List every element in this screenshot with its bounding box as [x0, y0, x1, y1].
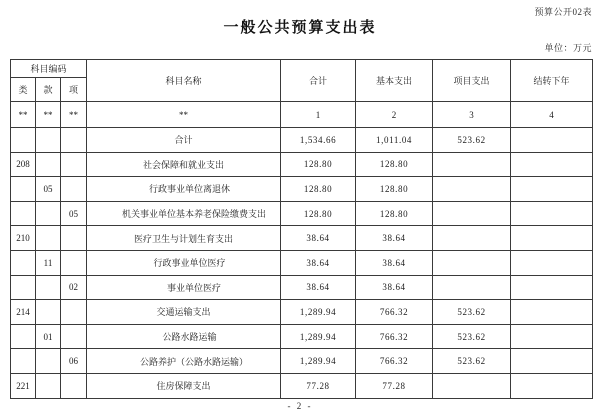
total-cell: 38.64 — [281, 275, 356, 300]
total-cell: 1,534.66 — [281, 128, 356, 153]
code-section-cell — [36, 201, 61, 226]
page-title: 一般公共预算支出表 — [223, 20, 377, 36]
code-class-cell: 214 — [11, 300, 36, 325]
subject-name-cell: 机关事业单位基本养老保险缴费支出 — [87, 201, 281, 226]
basic-cell: 77.28 — [356, 373, 433, 398]
code-class-cell — [11, 250, 36, 275]
basic-cell: 38.64 — [356, 226, 433, 251]
code-section-cell — [36, 152, 61, 177]
basic-cell: 766.32 — [356, 349, 433, 374]
project-cell: 523.62 — [433, 324, 511, 349]
project-cell — [433, 226, 511, 251]
project-cell — [433, 250, 511, 275]
header-code-item: 项 — [61, 78, 87, 102]
header-code-section: 款 — [36, 78, 61, 102]
project-cell — [433, 373, 511, 398]
header-code-group: 科目编码 — [11, 60, 87, 78]
table-row — [11, 177, 593, 202]
code-item-cell: 02 — [61, 275, 87, 300]
table-body — [11, 128, 593, 399]
carryover-cell — [511, 275, 593, 300]
project-cell — [433, 152, 511, 177]
total-cell: 1,289.94 — [281, 349, 356, 374]
basic-cell: 38.64 — [356, 275, 433, 300]
basic-cell: 128.80 — [356, 177, 433, 202]
total-cell: 1,289.94 — [281, 300, 356, 325]
code-section-cell — [36, 275, 61, 300]
total-cell: 128.80 — [281, 152, 356, 177]
basic-cell: 128.80 — [356, 152, 433, 177]
table-row — [11, 201, 593, 226]
subject-name-cell: 行政事业单位医疗 — [87, 250, 281, 275]
code-class-cell: 208 — [11, 152, 36, 177]
code-item-cell — [61, 152, 87, 177]
project-cell — [433, 275, 511, 300]
code-section-cell — [36, 128, 61, 153]
basic-cell: 38.64 — [356, 250, 433, 275]
header-total: 合计 — [281, 60, 356, 102]
carryover-cell — [511, 152, 593, 177]
code-item-cell — [61, 324, 87, 349]
subject-name-cell: 住房保障支出 — [87, 373, 281, 398]
carryover-cell — [511, 226, 593, 251]
carryover-cell — [511, 128, 593, 153]
table-row — [11, 275, 593, 300]
project-cell: 523.62 — [433, 349, 511, 374]
total-cell: 128.80 — [281, 177, 356, 202]
carryover-cell — [511, 250, 593, 275]
header-basic-expenditure: 基本支出 — [356, 60, 433, 102]
carryover-cell — [511, 177, 593, 202]
budget-expenditure-table — [10, 59, 593, 399]
carryover-cell — [511, 201, 593, 226]
subject-name-cell: 行政事业单位离退休 — [87, 177, 281, 202]
code-section-cell: 01 — [36, 324, 61, 349]
total-cell: 77.28 — [281, 373, 356, 398]
basic-cell: 766.32 — [356, 324, 433, 349]
carryover-cell — [511, 300, 593, 325]
code-section-cell — [36, 373, 61, 398]
code-section-cell — [36, 300, 61, 325]
table-row — [11, 152, 593, 177]
carryover-cell — [511, 349, 593, 374]
subject-name-cell: 医疗卫生与计划生育支出 — [87, 226, 281, 251]
code-item-cell — [61, 226, 87, 251]
code-section-cell: 05 — [36, 177, 61, 202]
subject-name-cell: 交通运输支出 — [87, 300, 281, 325]
subject-name-cell: 公路水路运输 — [87, 324, 281, 349]
code-class-cell: 210 — [11, 226, 36, 251]
doc-number-label: 预算公开02表 — [534, 7, 592, 17]
unit-label: 单位：万元 — [544, 43, 592, 53]
subject-name-cell: 公路养护（公路水路运输） — [87, 349, 281, 374]
project-cell — [433, 201, 511, 226]
marker-col-1: 1 — [281, 102, 356, 128]
marker-col-2: 2 — [356, 102, 433, 128]
code-section-cell — [36, 349, 61, 374]
carryover-cell — [511, 324, 593, 349]
marker-class: ** — [11, 102, 36, 128]
code-item-cell — [61, 373, 87, 398]
marker-col-3: 3 — [433, 102, 511, 128]
marker-item: ** — [61, 102, 87, 128]
marker-row — [11, 102, 593, 128]
code-item-cell — [61, 300, 87, 325]
table-row — [11, 349, 593, 374]
subject-name-cell: 事业单位医疗 — [87, 275, 281, 300]
marker-col-4: 4 — [511, 102, 593, 128]
marker-name: ** — [87, 102, 281, 128]
table-row — [11, 324, 593, 349]
code-class-cell — [11, 324, 36, 349]
code-section-cell: 11 — [36, 250, 61, 275]
table-row — [11, 226, 593, 251]
total-cell: 38.64 — [281, 226, 356, 251]
code-class-cell — [11, 177, 36, 202]
page-number: - 2 - — [287, 401, 313, 411]
code-class-cell — [11, 349, 36, 374]
carryover-cell — [511, 373, 593, 398]
subject-name-cell: 社会保障和就业支出 — [87, 152, 281, 177]
code-item-cell — [61, 128, 87, 153]
table-row — [11, 250, 593, 275]
code-section-cell — [36, 226, 61, 251]
code-item-cell — [61, 250, 87, 275]
basic-cell: 1,011.04 — [356, 128, 433, 153]
total-cell: 128.80 — [281, 201, 356, 226]
code-class-cell — [11, 201, 36, 226]
subject-name-cell: 合计 — [87, 128, 281, 153]
code-item-cell: 06 — [61, 349, 87, 374]
basic-cell: 128.80 — [356, 201, 433, 226]
code-item-cell — [61, 177, 87, 202]
code-class-cell: 221 — [11, 373, 36, 398]
code-item-cell: 05 — [61, 201, 87, 226]
table-row — [11, 373, 593, 398]
project-cell — [433, 177, 511, 202]
table-row — [11, 128, 593, 153]
header-subject-name: 科目名称 — [87, 60, 281, 102]
project-cell: 523.62 — [433, 300, 511, 325]
table-row — [11, 300, 593, 325]
marker-section: ** — [36, 102, 61, 128]
header-project-expenditure: 项目支出 — [433, 60, 511, 102]
project-cell: 523.62 — [433, 128, 511, 153]
basic-cell: 766.32 — [356, 300, 433, 325]
code-class-cell — [11, 275, 36, 300]
total-cell: 38.64 — [281, 250, 356, 275]
header-code-class: 类 — [11, 78, 36, 102]
code-class-cell — [11, 128, 36, 153]
total-cell: 1,289.94 — [281, 324, 356, 349]
header-carryover: 结转下年 — [511, 60, 593, 102]
